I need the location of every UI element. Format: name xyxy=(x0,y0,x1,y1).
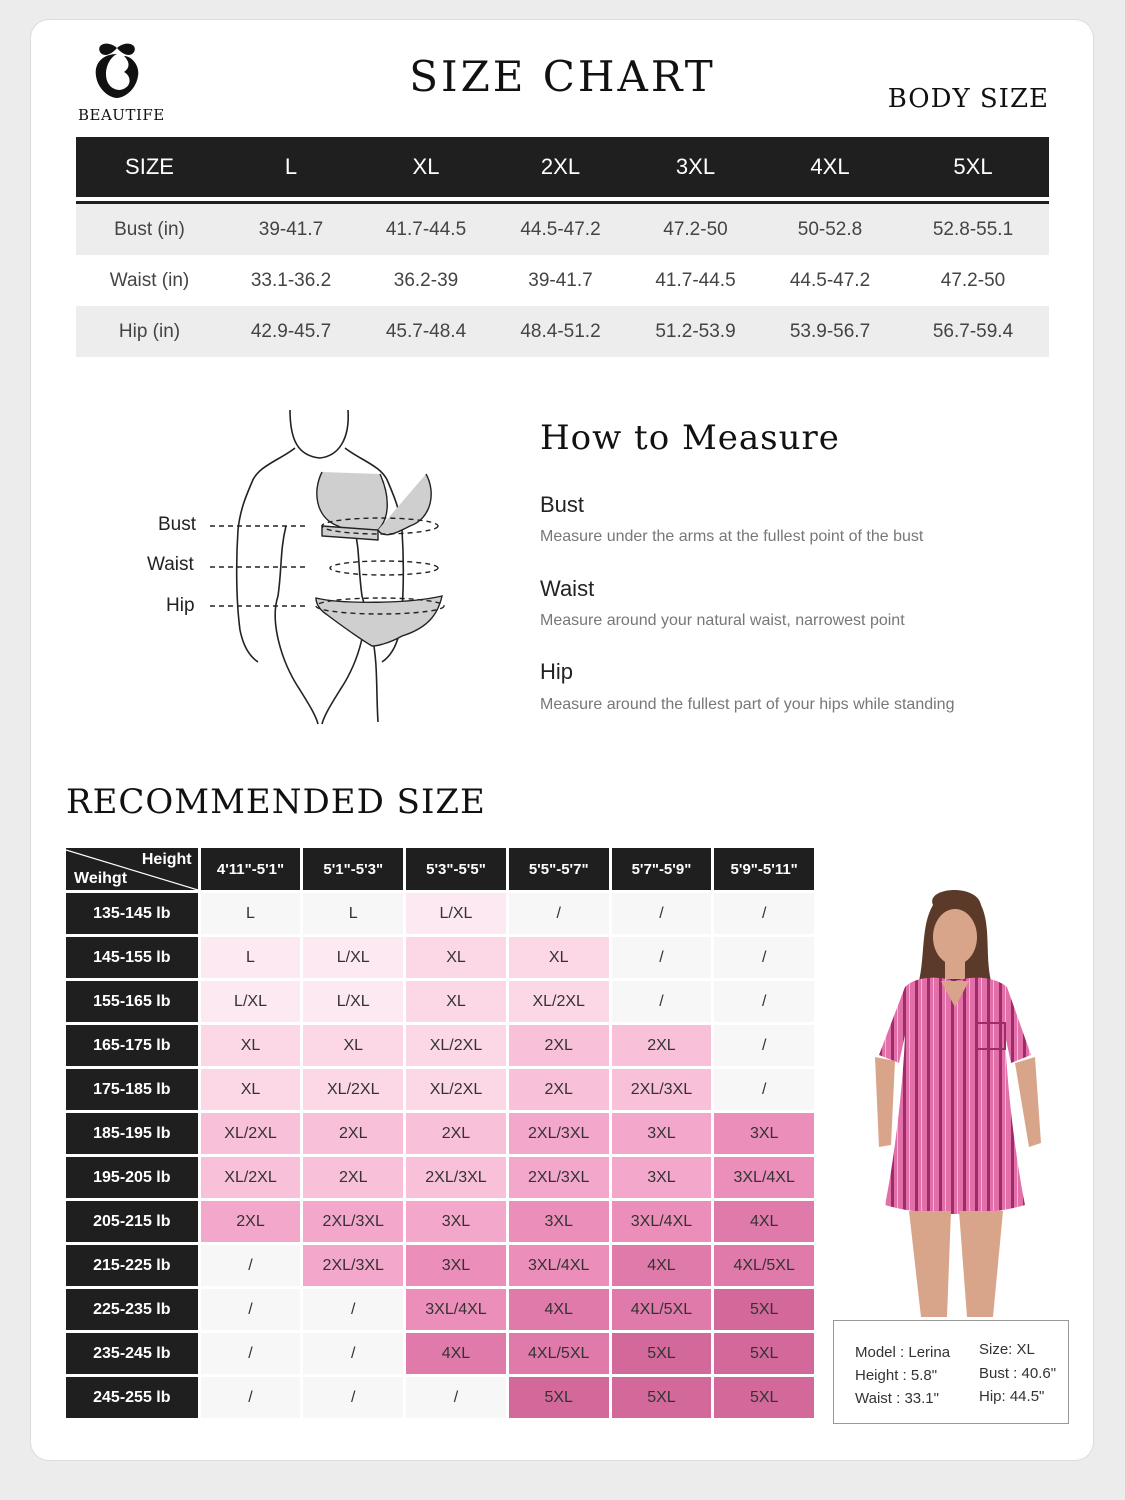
size-cell: / xyxy=(201,1333,301,1374)
recommended-size-table xyxy=(66,848,814,1418)
body-figure xyxy=(140,400,500,730)
size-cell: L xyxy=(303,893,403,934)
model-info-box xyxy=(833,1320,1069,1424)
size-cell: / xyxy=(201,1289,301,1330)
size-cell: L xyxy=(201,937,301,978)
height-header: 4'11"-5'1" xyxy=(201,848,301,890)
model-illustration-icon xyxy=(855,885,1055,1320)
size-cell: / xyxy=(201,1377,301,1418)
table-cell: 36.2-39 xyxy=(393,269,459,291)
recommended-title: RECOMMENDED SIZE xyxy=(66,782,486,822)
weight-label: 155-165 lb xyxy=(66,981,198,1022)
size-cell: / xyxy=(201,1245,301,1286)
table-cell: 42.9-45.7 xyxy=(250,320,332,342)
size-cell: / xyxy=(612,937,712,978)
table-cell: 45.7-48.4 xyxy=(385,320,467,342)
model-hip: Hip: 44.5" xyxy=(979,1388,1045,1405)
table-row xyxy=(66,1157,814,1198)
size-cell: 2XL xyxy=(406,1113,506,1154)
size-cell: 5XL xyxy=(612,1377,712,1418)
weight-label: 245-255 lb xyxy=(66,1377,198,1418)
size-cell: / xyxy=(714,981,814,1022)
corner-height-label: Height xyxy=(141,851,192,868)
size-cell: XL/2XL xyxy=(201,1113,301,1154)
column-header: 3XL xyxy=(675,154,716,179)
size-cell: XL/2XL xyxy=(509,981,609,1022)
figure-label-bust: Bust xyxy=(158,514,197,535)
size-cell: / xyxy=(303,1289,403,1330)
size-cell: 2XL xyxy=(303,1113,403,1154)
brand-name: BEAUTIFE xyxy=(78,106,165,124)
size-cell: 2XL/3XL xyxy=(509,1157,609,1198)
recommended-header-row xyxy=(66,848,814,890)
size-cell: 2XL xyxy=(509,1069,609,1110)
weight-label: 215-225 lb xyxy=(66,1245,198,1286)
size-cell: L xyxy=(201,893,301,934)
measure-label-bust: Bust xyxy=(540,492,585,517)
page-title: SIZE CHART xyxy=(409,52,716,101)
measure-desc-hip: Measure around the fullest part of your hips while standing xyxy=(540,696,955,713)
size-cell: 5XL xyxy=(714,1377,814,1418)
size-cell: 3XL xyxy=(406,1201,506,1242)
size-cell: 2XL/3XL xyxy=(303,1201,403,1242)
table-row-waist xyxy=(76,255,1049,306)
size-cell: 5XL xyxy=(714,1333,814,1374)
size-cell: / xyxy=(714,1025,814,1066)
size-cell: XL xyxy=(509,937,609,978)
table-row xyxy=(66,1245,814,1286)
size-cell: 3XL/4XL xyxy=(714,1157,814,1198)
column-header: SIZE xyxy=(125,154,174,179)
size-cell: XL/2XL xyxy=(406,1025,506,1066)
size-cell: XL/2XL xyxy=(201,1157,301,1198)
table-row xyxy=(66,981,814,1022)
corner-header xyxy=(66,848,198,890)
size-cell: / xyxy=(714,937,814,978)
size-cell: XL xyxy=(406,981,506,1022)
weight-label: 225-235 lb xyxy=(66,1289,198,1330)
table-cell: 48.4-51.2 xyxy=(520,320,601,342)
size-cell: L/XL xyxy=(303,981,403,1022)
weight-label: 135-145 lb xyxy=(66,893,198,934)
column-header: 5XL xyxy=(953,154,993,179)
table-cell: 51.2-53.9 xyxy=(655,320,736,342)
table-cell: 52.8-55.1 xyxy=(932,218,1014,240)
table-cell: 44.5-47.2 xyxy=(520,218,601,240)
size-cell: 2XL xyxy=(201,1201,301,1242)
size-cell: / xyxy=(714,1069,814,1110)
size-cell: / xyxy=(406,1377,506,1418)
table-row xyxy=(66,1377,814,1418)
size-cell: XL xyxy=(201,1025,301,1066)
column-header: L xyxy=(284,154,298,179)
corner-weight-label: Weihgt xyxy=(74,870,128,887)
size-cell: 2XL xyxy=(612,1025,712,1066)
size-cell: 3XL xyxy=(612,1113,712,1154)
section-subtitle: BODY SIZE xyxy=(887,84,1049,114)
column-header: 4XL xyxy=(810,154,850,179)
size-cell: 4XL/5XL xyxy=(509,1333,609,1374)
table-cell: 33.1-36.2 xyxy=(250,269,332,291)
size-cell: 4XL xyxy=(612,1245,712,1286)
height-header: 5'1"-5'3" xyxy=(303,848,403,890)
table-cell: 44.5-47.2 xyxy=(789,269,871,291)
size-cell: 3XL xyxy=(406,1245,506,1286)
size-cell: 3XL xyxy=(612,1157,712,1198)
size-cell: L/XL xyxy=(201,981,301,1022)
size-cell: 5XL xyxy=(714,1289,814,1330)
size-cell: XL xyxy=(406,937,506,978)
size-cell: 2XL xyxy=(509,1025,609,1066)
size-cell: XL xyxy=(303,1025,403,1066)
size-cell: / xyxy=(509,893,609,934)
size-cell: / xyxy=(714,893,814,934)
table-cell: 47.2-50 xyxy=(940,269,1006,291)
model-name: Model : Lerina xyxy=(855,1344,951,1361)
size-cell: 2XL xyxy=(303,1157,403,1198)
size-cell: 4XL xyxy=(714,1201,814,1242)
table-row xyxy=(66,1289,814,1330)
height-header: 5'9"-5'11" xyxy=(714,848,814,890)
body-outline-icon xyxy=(140,400,500,730)
size-cell: 4XL/5XL xyxy=(714,1245,814,1286)
body-size-table xyxy=(76,137,1049,357)
model-bust: Bust : 40.6" xyxy=(979,1365,1057,1382)
size-cell: 2XL/3XL xyxy=(406,1157,506,1198)
size-cell: / xyxy=(303,1333,403,1374)
size-cell: XL/2XL xyxy=(303,1069,403,1110)
table-cell: 56.7-59.4 xyxy=(932,320,1014,342)
weight-label: 145-155 lb xyxy=(66,937,198,978)
table-row xyxy=(66,1201,814,1242)
size-cell: 3XL/4XL xyxy=(612,1201,712,1242)
size-cell: 5XL xyxy=(612,1333,712,1374)
table-row xyxy=(66,1025,814,1066)
size-cell: 2XL/3XL xyxy=(509,1113,609,1154)
how-to-measure-title: How to Measure xyxy=(540,418,840,458)
size-cell: 4XL/5XL xyxy=(612,1289,712,1330)
table-cell: 41.7-44.5 xyxy=(655,269,736,291)
table-cell: 39-41.7 xyxy=(528,269,593,291)
body-size-header xyxy=(76,137,1049,197)
height-header: 5'3"-5'5" xyxy=(406,848,506,890)
size-cell: 4XL xyxy=(406,1333,506,1374)
size-cell: 2XL/3XL xyxy=(303,1245,403,1286)
table-row xyxy=(66,1333,814,1374)
table-row xyxy=(66,937,814,978)
weight-label: 185-195 lb xyxy=(66,1113,198,1154)
height-header: 5'7"-5'9" xyxy=(612,848,712,890)
weight-label: 235-245 lb xyxy=(66,1333,198,1374)
table-cell: 47.2-50 xyxy=(663,218,728,240)
table-cell: 50-52.8 xyxy=(797,218,863,240)
table-row-hip xyxy=(76,306,1049,357)
weight-label: 195-205 lb xyxy=(66,1157,198,1198)
size-cell: 3XL xyxy=(509,1201,609,1242)
model-size: Size: XL xyxy=(979,1341,1035,1358)
row-label: Waist (in) xyxy=(109,269,190,291)
table-row-bust xyxy=(76,204,1049,255)
size-cell: L/XL xyxy=(303,937,403,978)
size-cell: L/XL xyxy=(406,893,506,934)
row-label: Hip (in) xyxy=(118,320,181,342)
model-height: Height : 5.8" xyxy=(855,1367,938,1384)
weight-label: 175-185 lb xyxy=(66,1069,198,1110)
measure-desc-waist: Measure around your natural waist, narrowest point xyxy=(540,612,905,629)
size-cell: 2XL/3XL xyxy=(612,1069,712,1110)
size-cell: / xyxy=(612,893,712,934)
height-header: 5'5"-5'7" xyxy=(509,848,609,890)
row-label: Bust (in) xyxy=(114,218,185,240)
model-waist: Waist : 33.1" xyxy=(855,1390,939,1407)
measure-desc-bust: Measure under the arms at the fullest point of the bust xyxy=(540,528,924,545)
figure-label-waist: Waist xyxy=(147,554,194,575)
weight-label: 205-215 lb xyxy=(66,1201,198,1242)
table-cell: 39-41.7 xyxy=(258,218,324,240)
column-header: XL xyxy=(412,154,440,179)
table-row xyxy=(66,893,814,934)
measure-label-hip: Hip xyxy=(540,659,574,684)
weight-label: 165-175 lb xyxy=(66,1025,198,1066)
size-cell: 3XL/4XL xyxy=(509,1245,609,1286)
size-cell: 5XL xyxy=(509,1377,609,1418)
column-header: 2XL xyxy=(540,154,581,179)
measure-label-waist: Waist xyxy=(540,576,595,601)
size-cell: XL/2XL xyxy=(406,1069,506,1110)
table-row xyxy=(66,1113,814,1154)
model-photo xyxy=(855,885,1055,1320)
table-cell: 41.7-44.5 xyxy=(385,218,467,240)
size-cell: / xyxy=(303,1377,403,1418)
size-cell: 4XL xyxy=(509,1289,609,1330)
size-cell: 3XL xyxy=(714,1113,814,1154)
table-row xyxy=(66,1069,814,1110)
size-cell: 3XL/4XL xyxy=(406,1289,506,1330)
figure-label-hip: Hip xyxy=(166,595,195,616)
table-cell: 53.9-56.7 xyxy=(789,320,871,342)
size-cell: XL xyxy=(201,1069,301,1110)
size-cell: / xyxy=(612,981,712,1022)
